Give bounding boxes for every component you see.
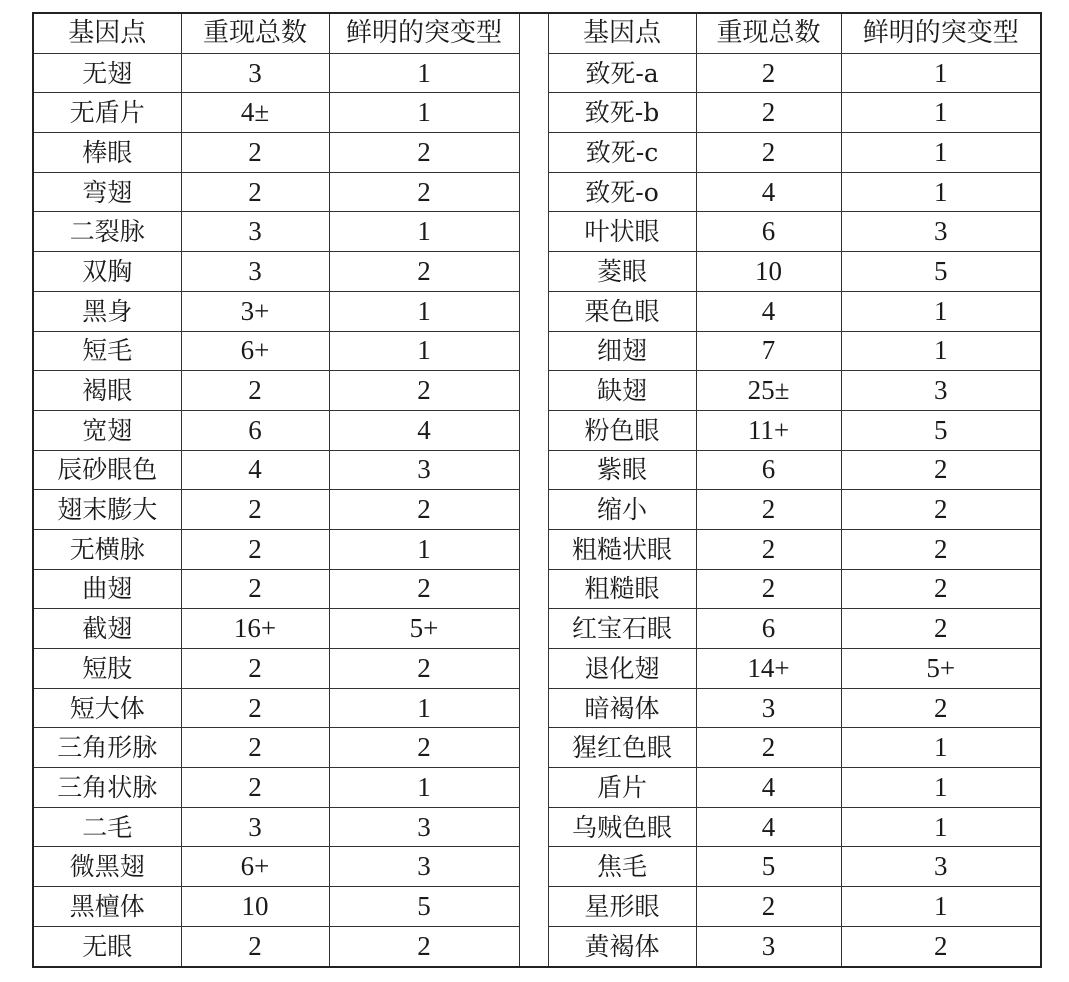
right-recurrence-count-cell: 7 bbox=[696, 331, 841, 371]
right-locus-cell: 粉色眼 bbox=[548, 410, 696, 450]
column-gap bbox=[519, 609, 548, 649]
right-locus-cell: 致死-o bbox=[548, 172, 696, 212]
right-locus-cell: 致死-b bbox=[548, 93, 696, 133]
right-locus-cell: 栗色眼 bbox=[548, 291, 696, 331]
right-distinct-mutants-cell: 5+ bbox=[841, 649, 1041, 689]
left-locus-cell: 短大体 bbox=[33, 688, 181, 728]
right-recurrence-count-cell: 5 bbox=[696, 847, 841, 887]
left-distinct-mutants-cell: 3 bbox=[329, 807, 519, 847]
column-gap bbox=[519, 252, 548, 292]
table-row bbox=[33, 569, 1041, 609]
right-locus-cell: 红宝石眼 bbox=[548, 609, 696, 649]
right-locus-cell: 黄褐体 bbox=[548, 926, 696, 966]
left-locus-cell: 二裂脉 bbox=[33, 212, 181, 252]
right-locus-cell: 乌贼色眼 bbox=[548, 807, 696, 847]
column-gap bbox=[519, 728, 548, 768]
left-locus-cell: 翅末膨大 bbox=[33, 490, 181, 530]
left-locus-cell: 曲翅 bbox=[33, 569, 181, 609]
left-locus-cell: 三角状脉 bbox=[33, 768, 181, 808]
column-gap bbox=[519, 768, 548, 808]
left-distinct-mutants-cell: 2 bbox=[329, 133, 519, 173]
left-recurrence-count-cell: 2 bbox=[181, 529, 329, 569]
header-row bbox=[33, 13, 1041, 53]
column-gap bbox=[519, 172, 548, 212]
table-row bbox=[33, 450, 1041, 490]
right-distinct-mutants-cell: 2 bbox=[841, 926, 1041, 966]
left-distinct-mutants-cell: 2 bbox=[329, 371, 519, 411]
right-recurrence-count-cell: 2 bbox=[696, 728, 841, 768]
table-row bbox=[33, 133, 1041, 173]
column-gap bbox=[519, 450, 548, 490]
left-distinct-mutants-cell: 5+ bbox=[329, 609, 519, 649]
right-distinct-mutants-cell: 2 bbox=[841, 688, 1041, 728]
left-recurrence-count-cell: 6+ bbox=[181, 847, 329, 887]
right-locus-cell: 盾片 bbox=[548, 768, 696, 808]
right-locus-cell: 致死-a bbox=[548, 53, 696, 93]
table-row bbox=[33, 768, 1041, 808]
right-distinct-mutants-cell: 3 bbox=[841, 212, 1041, 252]
left-recurrence-count-cell: 16+ bbox=[181, 609, 329, 649]
table-row bbox=[33, 252, 1041, 292]
left-distinct-mutants-cell: 1 bbox=[329, 212, 519, 252]
left-recurrence-count-cell: 6 bbox=[181, 410, 329, 450]
left-locus-cell: 截翅 bbox=[33, 609, 181, 649]
right-distinct-mutants-cell: 2 bbox=[841, 450, 1041, 490]
left-distinct-mutants-cell: 5 bbox=[329, 887, 519, 927]
right-locus-cell: 细翅 bbox=[548, 331, 696, 371]
right-locus-cell: 缩小 bbox=[548, 490, 696, 530]
left-locus-cell: 棒眼 bbox=[33, 133, 181, 173]
right-distinct-mutants-cell: 3 bbox=[841, 847, 1041, 887]
left-locus-cell: 无翅 bbox=[33, 53, 181, 93]
right-distinct-mutants-cell: 3 bbox=[841, 371, 1041, 411]
left-locus-cell: 无眼 bbox=[33, 926, 181, 966]
left-locus-cell: 双胸 bbox=[33, 252, 181, 292]
right-distinct-mutants-cell: 5 bbox=[841, 410, 1041, 450]
right-distinct-mutants-cell: 1 bbox=[841, 768, 1041, 808]
right-distinct-mutants-cell: 1 bbox=[841, 331, 1041, 371]
right-distinct-mutants-cell: 1 bbox=[841, 53, 1041, 93]
left-distinct-mutants-cell: 2 bbox=[329, 569, 519, 609]
table-row bbox=[33, 291, 1041, 331]
table-row bbox=[33, 212, 1041, 252]
left-distinct-mutants-cell: 1 bbox=[329, 529, 519, 569]
left-recurrence-count-cell: 2 bbox=[181, 569, 329, 609]
right-recurrence-count-cell: 14+ bbox=[696, 649, 841, 689]
left-locus-cell: 短毛 bbox=[33, 331, 181, 371]
left-distinct-mutants-cell: 2 bbox=[329, 649, 519, 689]
right-distinct-mutants-cell: 2 bbox=[841, 569, 1041, 609]
table-row bbox=[33, 649, 1041, 689]
left-locus-cell: 无横脉 bbox=[33, 529, 181, 569]
right-locus-cell: 粗糙眼 bbox=[548, 569, 696, 609]
left-distinct-mutants-cell: 1 bbox=[329, 53, 519, 93]
right-recurrence-count-cell: 4 bbox=[696, 172, 841, 212]
right-distinct-mutants-cell: 2 bbox=[841, 529, 1041, 569]
table-row bbox=[33, 847, 1041, 887]
column-gap bbox=[519, 807, 548, 847]
column-gap bbox=[519, 649, 548, 689]
right-distinct-mutants-cell: 2 bbox=[841, 609, 1041, 649]
right-distinct-mutants-cell: 2 bbox=[841, 490, 1041, 530]
gene-recurrence-table bbox=[32, 12, 1042, 968]
left-locus-cell: 短肢 bbox=[33, 649, 181, 689]
left-recurrence-count-cell: 2 bbox=[181, 490, 329, 530]
column-gap bbox=[519, 847, 548, 887]
left-locus-cell: 二毛 bbox=[33, 807, 181, 847]
right-distinct-mutants-cell: 1 bbox=[841, 93, 1041, 133]
left-recurrence-count-cell: 2 bbox=[181, 926, 329, 966]
left-distinct-mutants-cell: 1 bbox=[329, 93, 519, 133]
left-distinct-mutants-cell: 2 bbox=[329, 172, 519, 212]
left-recurrence-count-cell: 2 bbox=[181, 688, 329, 728]
left-recurrence-count-cell: 2 bbox=[181, 133, 329, 173]
right-locus-cell: 暗褐体 bbox=[548, 688, 696, 728]
right-locus-cell: 星形眼 bbox=[548, 887, 696, 927]
table-row bbox=[33, 609, 1041, 649]
left-recurrence-count-cell: 3 bbox=[181, 807, 329, 847]
header-recurrence-left: 重现总数 bbox=[181, 13, 329, 53]
right-distinct-mutants-cell: 1 bbox=[841, 807, 1041, 847]
table-row bbox=[33, 371, 1041, 411]
right-recurrence-count-cell: 2 bbox=[696, 93, 841, 133]
column-gap bbox=[519, 887, 548, 927]
table-row bbox=[33, 53, 1041, 93]
table-row bbox=[33, 331, 1041, 371]
right-distinct-mutants-cell: 1 bbox=[841, 887, 1041, 927]
left-distinct-mutants-cell: 2 bbox=[329, 926, 519, 966]
column-gap bbox=[519, 93, 548, 133]
left-distinct-mutants-cell: 2 bbox=[329, 490, 519, 530]
right-distinct-mutants-cell: 1 bbox=[841, 728, 1041, 768]
column-gap bbox=[519, 53, 548, 93]
header-locus-left: 基因点 bbox=[33, 13, 181, 53]
table-row bbox=[33, 410, 1041, 450]
left-locus-cell: 褐眼 bbox=[33, 371, 181, 411]
column-gap bbox=[519, 926, 548, 966]
left-locus-cell: 黑身 bbox=[33, 291, 181, 331]
right-locus-cell: 猩红色眼 bbox=[548, 728, 696, 768]
column-gap bbox=[519, 688, 548, 728]
right-locus-cell: 紫眼 bbox=[548, 450, 696, 490]
left-recurrence-count-cell: 3 bbox=[181, 53, 329, 93]
right-distinct-mutants-cell: 5 bbox=[841, 252, 1041, 292]
right-recurrence-count-cell: 11+ bbox=[696, 410, 841, 450]
column-gap bbox=[519, 331, 548, 371]
left-locus-cell: 弯翅 bbox=[33, 172, 181, 212]
header-recurrence-right: 重现总数 bbox=[696, 13, 841, 53]
header-distinct-mutants-right: 鲜明的突变型 bbox=[841, 13, 1041, 53]
right-recurrence-count-cell: 4 bbox=[696, 291, 841, 331]
left-distinct-mutants-cell: 2 bbox=[329, 252, 519, 292]
left-recurrence-count-cell: 3+ bbox=[181, 291, 329, 331]
left-recurrence-count-cell: 2 bbox=[181, 768, 329, 808]
right-recurrence-count-cell: 2 bbox=[696, 887, 841, 927]
column-gap bbox=[519, 291, 548, 331]
left-locus-cell: 黑檀体 bbox=[33, 887, 181, 927]
header-locus-right: 基因点 bbox=[548, 13, 696, 53]
left-distinct-mutants-cell: 1 bbox=[329, 688, 519, 728]
column-gap bbox=[519, 371, 548, 411]
column-gap bbox=[519, 133, 548, 173]
left-recurrence-count-cell: 10 bbox=[181, 887, 329, 927]
left-distinct-mutants-cell: 3 bbox=[329, 450, 519, 490]
right-locus-cell: 缺翅 bbox=[548, 371, 696, 411]
right-recurrence-count-cell: 4 bbox=[696, 807, 841, 847]
header-distinct-mutants-left: 鲜明的突变型 bbox=[329, 13, 519, 53]
left-distinct-mutants-cell: 1 bbox=[329, 291, 519, 331]
left-locus-cell: 辰砂眼色 bbox=[33, 450, 181, 490]
left-locus-cell: 宽翅 bbox=[33, 410, 181, 450]
table-row bbox=[33, 529, 1041, 569]
table-row bbox=[33, 728, 1041, 768]
left-locus-cell: 无盾片 bbox=[33, 93, 181, 133]
right-locus-cell: 退化翅 bbox=[548, 649, 696, 689]
table-row bbox=[33, 887, 1041, 927]
left-recurrence-count-cell: 2 bbox=[181, 649, 329, 689]
right-recurrence-count-cell: 6 bbox=[696, 450, 841, 490]
right-locus-cell: 致死-c bbox=[548, 133, 696, 173]
table-row bbox=[33, 490, 1041, 530]
right-distinct-mutants-cell: 1 bbox=[841, 291, 1041, 331]
table-row bbox=[33, 172, 1041, 212]
right-distinct-mutants-cell: 1 bbox=[841, 172, 1041, 212]
column-gap bbox=[519, 212, 548, 252]
right-recurrence-count-cell: 6 bbox=[696, 212, 841, 252]
right-recurrence-count-cell: 2 bbox=[696, 133, 841, 173]
right-distinct-mutants-cell: 1 bbox=[841, 133, 1041, 173]
right-recurrence-count-cell: 2 bbox=[696, 529, 841, 569]
table-row bbox=[33, 93, 1041, 133]
table-row bbox=[33, 807, 1041, 847]
right-recurrence-count-cell: 4 bbox=[696, 768, 841, 808]
left-distinct-mutants-cell: 1 bbox=[329, 331, 519, 371]
left-recurrence-count-cell: 4± bbox=[181, 93, 329, 133]
right-recurrence-count-cell: 3 bbox=[696, 926, 841, 966]
left-recurrence-count-cell: 3 bbox=[181, 252, 329, 292]
left-distinct-mutants-cell: 3 bbox=[329, 847, 519, 887]
left-locus-cell: 微黑翅 bbox=[33, 847, 181, 887]
left-distinct-mutants-cell: 2 bbox=[329, 728, 519, 768]
table-row bbox=[33, 688, 1041, 728]
right-locus-cell: 菱眼 bbox=[548, 252, 696, 292]
left-recurrence-count-cell: 4 bbox=[181, 450, 329, 490]
left-distinct-mutants-cell: 1 bbox=[329, 768, 519, 808]
right-locus-cell: 焦毛 bbox=[548, 847, 696, 887]
table-row bbox=[33, 926, 1041, 966]
left-recurrence-count-cell: 2 bbox=[181, 728, 329, 768]
column-gap bbox=[519, 529, 548, 569]
right-recurrence-count-cell: 25± bbox=[696, 371, 841, 411]
right-recurrence-count-cell: 2 bbox=[696, 53, 841, 93]
left-recurrence-count-cell: 2 bbox=[181, 172, 329, 212]
left-locus-cell: 三角形脉 bbox=[33, 728, 181, 768]
left-recurrence-count-cell: 6+ bbox=[181, 331, 329, 371]
left-recurrence-count-cell: 2 bbox=[181, 371, 329, 411]
right-recurrence-count-cell: 2 bbox=[696, 569, 841, 609]
right-recurrence-count-cell: 6 bbox=[696, 609, 841, 649]
column-gap bbox=[519, 13, 548, 53]
right-recurrence-count-cell: 2 bbox=[696, 490, 841, 530]
left-recurrence-count-cell: 3 bbox=[181, 212, 329, 252]
right-recurrence-count-cell: 3 bbox=[696, 688, 841, 728]
column-gap bbox=[519, 569, 548, 609]
column-gap bbox=[519, 410, 548, 450]
right-locus-cell: 叶状眼 bbox=[548, 212, 696, 252]
left-distinct-mutants-cell: 4 bbox=[329, 410, 519, 450]
right-locus-cell: 粗糙状眼 bbox=[548, 529, 696, 569]
column-gap bbox=[519, 490, 548, 530]
right-recurrence-count-cell: 10 bbox=[696, 252, 841, 292]
